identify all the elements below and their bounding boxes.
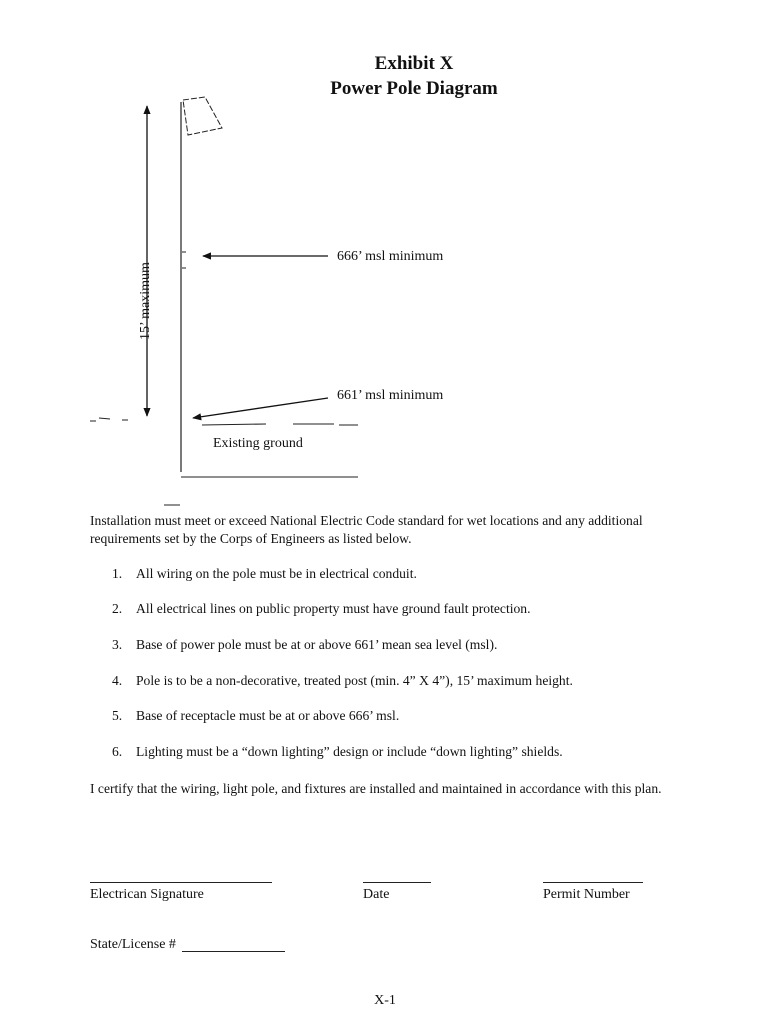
list-text: All wiring on the pole must be in electrical conduit. xyxy=(136,566,417,581)
intro-paragraph: Installation must meet or exceed National Electric Code standard for wet locations and any additional requirements set by the Corps of Engineers as listed below. xyxy=(90,513,643,546)
receptacle-mark xyxy=(182,252,186,268)
list-item xyxy=(112,673,573,689)
date-line[interactable] xyxy=(363,882,431,883)
label-661-msl: 661’ msl minimum xyxy=(337,388,444,403)
list-item xyxy=(112,708,399,724)
state-license-line[interactable] xyxy=(182,951,285,952)
page-number: X-1 xyxy=(374,993,396,1008)
permit-number-line[interactable] xyxy=(543,882,643,883)
list-text: Lighting must be a “down lighting” design or include “down lighting” shields. xyxy=(136,744,563,759)
certification-statement: I certify that the wiring, light pole, and fixtures are installed and maintained in accordance with this plan. xyxy=(90,781,662,796)
electrician-signature-line[interactable] xyxy=(90,882,272,883)
list-item xyxy=(112,566,417,582)
list-item xyxy=(112,744,563,760)
list-item xyxy=(112,637,497,653)
list-number: 2. xyxy=(112,601,123,616)
list-number: 1. xyxy=(112,566,123,581)
permit-number-label: Permit Number xyxy=(543,887,630,902)
date-label: Date xyxy=(363,887,390,902)
label-15ft-maximum: 15’ maximum xyxy=(138,262,153,340)
list-number: 3. xyxy=(112,637,123,652)
ground-line xyxy=(90,418,358,425)
label-existing-ground: Existing ground xyxy=(213,436,303,451)
label-666-msl: 666’ msl minimum xyxy=(337,249,444,264)
lamp-shade xyxy=(183,97,222,135)
diagram-title: Power Pole Diagram xyxy=(330,78,498,99)
list-text: All electrical lines on public property must have ground fault protection. xyxy=(136,601,531,616)
list-text: Base of power pole must be at or above 661’ mean sea level (msl). xyxy=(136,637,498,652)
list-text: Pole is to be a non-decorative, treated post (min. 4” X 4”), 15’ maximum height. xyxy=(136,673,573,688)
electrician-signature-label: Electrican Signature xyxy=(90,887,204,902)
list-number: 5. xyxy=(112,708,123,723)
list-item xyxy=(112,601,530,617)
arrow-661 xyxy=(193,398,328,418)
exhibit-title: Exhibit X xyxy=(374,53,454,74)
list-number: 4. xyxy=(112,673,123,688)
list-text: Base of receptacle must be at or above 666’ msl. xyxy=(136,708,400,723)
list-number: 6. xyxy=(112,744,123,759)
state-license-label: State/License # xyxy=(90,937,176,952)
